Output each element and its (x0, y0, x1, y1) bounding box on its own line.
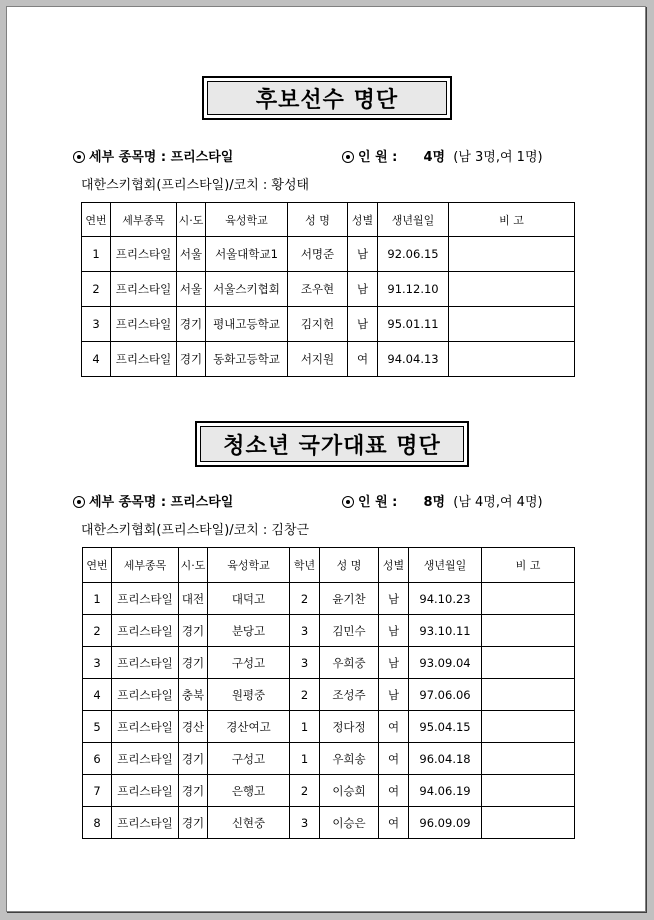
table-cell: 원평중 (208, 679, 290, 711)
table-cell: 서울스키협회 (206, 272, 288, 307)
table-cell: 프리스타일 (112, 711, 179, 743)
column-header: 육성학교 (206, 203, 288, 237)
bullet-icon (73, 151, 85, 163)
table-cell: 프리스타일 (112, 615, 179, 647)
table-cell: 프리스타일 (111, 342, 177, 377)
table-cell: 서지원 (288, 342, 348, 377)
table-cell: 여 (379, 775, 409, 807)
table-cell: 92.06.15 (378, 237, 449, 272)
table-cell (449, 307, 575, 342)
table-cell: 조우현 (288, 272, 348, 307)
table-header-row (82, 203, 575, 237)
table-cell: 2 (290, 775, 320, 807)
table-row (82, 307, 575, 342)
column-header: 성 명 (320, 548, 379, 583)
table-cell: 서울 (177, 272, 206, 307)
table-row (83, 679, 575, 711)
table-cell: 91.12.10 (378, 272, 449, 307)
table-cell: 평내고등학교 (206, 307, 288, 342)
table-cell: 프리스타일 (111, 272, 177, 307)
column-header: 비 고 (449, 203, 575, 237)
column-header: 성별 (379, 548, 409, 583)
table-cell (482, 711, 575, 743)
table-cell: 4 (82, 342, 111, 377)
column-header: 시·도 (179, 548, 208, 583)
document-page (6, 6, 646, 912)
table-cell: 김지헌 (288, 307, 348, 342)
table-cell: 분당고 (208, 615, 290, 647)
section2-coach: 대한스키협회(프리스타일)/코치 : 김창근 (81, 523, 310, 538)
table-cell: 경기 (179, 743, 208, 775)
table-cell: 여 (379, 711, 409, 743)
table-cell (482, 647, 575, 679)
section2-count-detail: (남 4명,여 4명) (453, 495, 543, 510)
table-row (83, 807, 575, 839)
table-cell: 프리스타일 (112, 775, 179, 807)
section1-title: 후보선수 명단 (207, 81, 447, 115)
section1-event-label: 세부 종목명 : 프리스타일 (89, 150, 234, 165)
table-cell: 경기 (177, 307, 206, 342)
table-cell: 대전 (179, 583, 208, 615)
table-cell (449, 342, 575, 377)
table-header-row (83, 548, 575, 583)
column-header: 성별 (348, 203, 378, 237)
column-header: 비 고 (482, 548, 575, 583)
table-cell (482, 743, 575, 775)
table-cell: 구성고 (208, 647, 290, 679)
table-cell: 대덕고 (208, 583, 290, 615)
table-cell: 96.04.18 (409, 743, 482, 775)
table-cell: 3 (82, 307, 111, 342)
bullet-icon (342, 151, 354, 163)
table-cell: 김민수 (320, 615, 379, 647)
table-cell: 8 (83, 807, 112, 839)
section1-event-line (73, 146, 233, 165)
table-cell: 경기 (179, 647, 208, 679)
table-row (82, 237, 575, 272)
bullet-icon (342, 496, 354, 508)
table-cell: 정다정 (320, 711, 379, 743)
table-cell: 프리스타일 (112, 679, 179, 711)
table-cell: 경기 (179, 615, 208, 647)
column-header: 세부종목 (111, 203, 177, 237)
section2-event-line (73, 491, 233, 510)
section1-coach: 대한스키협회(프리스타일)/코치 : 황성태 (81, 178, 310, 193)
table-cell: 남 (379, 615, 409, 647)
table-cell: 충북 (179, 679, 208, 711)
table-cell: 경기 (179, 775, 208, 807)
table-cell: 남 (379, 679, 409, 711)
table-cell: 95.04.15 (409, 711, 482, 743)
table-cell (449, 237, 575, 272)
column-header: 생년월일 (409, 548, 482, 583)
table-cell: 여 (379, 807, 409, 839)
section2-title: 청소년 국가대표 명단 (200, 426, 464, 462)
column-header: 생년월일 (378, 203, 449, 237)
section1-count-value: 4명 (423, 150, 446, 165)
table-cell (482, 775, 575, 807)
table-row (83, 711, 575, 743)
table-cell: 우희중 (320, 647, 379, 679)
table-cell: 이승은 (320, 807, 379, 839)
table-cell: 93.09.04 (409, 647, 482, 679)
section1-count-label: 인 원 : (358, 150, 398, 165)
section2-table (82, 547, 575, 839)
table-cell: 94.10.23 (409, 583, 482, 615)
section2-count-value: 8명 (423, 495, 446, 510)
table-cell: 은행고 (208, 775, 290, 807)
section2-count-label: 인 원 : (358, 495, 398, 510)
table-row (83, 583, 575, 615)
table-cell: 여 (348, 342, 378, 377)
table-cell: 프리스타일 (111, 237, 177, 272)
table-cell: 조성주 (320, 679, 379, 711)
table-row (82, 272, 575, 307)
table-cell: 95.01.11 (378, 307, 449, 342)
column-header: 성 명 (288, 203, 348, 237)
table-cell: 1 (290, 711, 320, 743)
table-cell: 프리스타일 (111, 307, 177, 342)
table-cell: 4 (83, 679, 112, 711)
table-cell: 96.09.09 (409, 807, 482, 839)
table-cell: 3 (290, 615, 320, 647)
column-header: 연번 (82, 203, 111, 237)
table-cell (482, 583, 575, 615)
section2-count-line (342, 491, 543, 510)
table-cell: 프리스타일 (112, 807, 179, 839)
table-cell: 서울대학교1 (206, 237, 288, 272)
table-cell: 신현중 (208, 807, 290, 839)
table-cell: 2 (82, 272, 111, 307)
table-cell: 2 (290, 679, 320, 711)
table-cell: 경기 (177, 342, 206, 377)
table-cell: 프리스타일 (112, 583, 179, 615)
table-cell: 서명준 (288, 237, 348, 272)
column-header: 연번 (83, 548, 112, 583)
table-row (83, 775, 575, 807)
column-header: 학년 (290, 548, 320, 583)
table-cell: 3 (290, 807, 320, 839)
table-cell: 1 (290, 743, 320, 775)
table-cell: 93.10.11 (409, 615, 482, 647)
table-cell: 3 (83, 647, 112, 679)
table-cell: 남 (348, 307, 378, 342)
column-header: 육성학교 (208, 548, 290, 583)
table-row (83, 647, 575, 679)
table-cell: 경기 (179, 807, 208, 839)
table-cell (449, 272, 575, 307)
table-row (83, 743, 575, 775)
section1-count-line (342, 146, 543, 165)
table-cell: 윤기찬 (320, 583, 379, 615)
table-cell: 94.06.19 (409, 775, 482, 807)
table-row (83, 615, 575, 647)
section2-event-label: 세부 종목명 : 프리스타일 (89, 495, 234, 510)
table-cell: 남 (379, 583, 409, 615)
table-cell: 경산 (179, 711, 208, 743)
section2-title-box (195, 421, 469, 467)
bullet-icon (73, 496, 85, 508)
table-cell: 2 (290, 583, 320, 615)
table-cell: 1 (83, 583, 112, 615)
table-cell: 남 (348, 237, 378, 272)
table-cell (482, 807, 575, 839)
table-cell: 구성고 (208, 743, 290, 775)
table-cell: 동화고등학교 (206, 342, 288, 377)
section1-count-detail: (남 3명,여 1명) (453, 150, 543, 165)
table-cell: 여 (379, 743, 409, 775)
table-cell: 2 (83, 615, 112, 647)
section1-table (81, 202, 575, 377)
table-cell: 97.06.06 (409, 679, 482, 711)
table-cell: 프리스타일 (112, 647, 179, 679)
column-header: 시·도 (177, 203, 206, 237)
table-cell: 6 (83, 743, 112, 775)
table-cell: 3 (290, 647, 320, 679)
table-cell: 프리스타일 (112, 743, 179, 775)
table-cell: 94.04.13 (378, 342, 449, 377)
table-cell: 1 (82, 237, 111, 272)
table-cell: 남 (348, 272, 378, 307)
table-cell (482, 679, 575, 711)
table-cell: 남 (379, 647, 409, 679)
table-cell: 우희송 (320, 743, 379, 775)
section1-title-box (202, 76, 452, 120)
table-cell: 이승희 (320, 775, 379, 807)
table-cell: 서울 (177, 237, 206, 272)
table-cell: 경산여고 (208, 711, 290, 743)
table-row (82, 342, 575, 377)
column-header: 세부종목 (112, 548, 179, 583)
table-cell: 5 (83, 711, 112, 743)
table-cell (482, 615, 575, 647)
table-cell: 7 (83, 775, 112, 807)
